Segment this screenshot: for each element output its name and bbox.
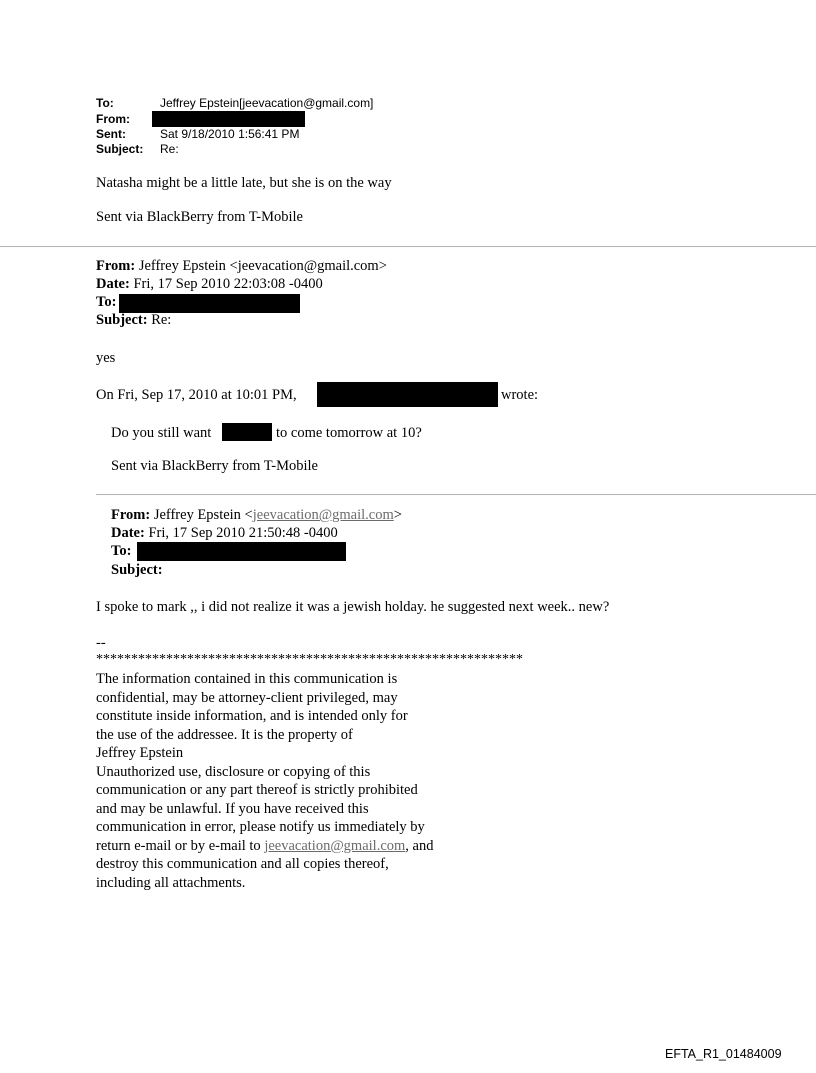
subject-value: Re: [147,312,172,328]
message-body: yes [96,350,116,366]
email-link[interactable]: jeevacation@gmail.com [264,837,406,854]
email-link[interactable]: jeevacation@gmail.com [252,507,394,523]
to-line [96,294,116,310]
from-value: Jeffrey Epstein <jeevacation@gmail.com> [135,258,387,274]
disclaimer-line: and may be unlawful. If you have received this [96,800,369,817]
to-label: To: [111,543,132,559]
disclaimer-line [96,838,433,854]
to-line [111,543,131,559]
subject-value: Re: [160,142,179,156]
asterisk-separator: ************************************************************* [96,652,523,667]
date-value: Fri, 17 Sep 2010 22:03:08 -0400 [129,276,323,292]
redaction-box [222,423,272,441]
subject-line [111,562,163,578]
disclaimer-line: including all attachments. [96,874,246,891]
from-label: From: [111,507,151,523]
quote-attribution-prefix: On Fri, Sep 17, 2010 at 10:01 PM, [96,387,297,403]
quoted-signature: Sent via BlackBerry from T-Mobile [111,458,318,474]
subject-label: Subject: [96,312,148,328]
subject-label: Subject: [96,142,144,156]
quoted-text-end: to come tomorrow at 10? [276,425,422,441]
date-label: Date: [111,525,145,541]
disclaimer-line: Unauthorized use, disclosure or copying of this [96,763,371,780]
message-body: I spoke to mark ,, i did not realize it was a jewish holday. he suggested next week.. new? [96,599,610,615]
disclaimer-line-suffix: , and [405,837,434,854]
message-signature: Sent via BlackBerry from T-Mobile [96,209,303,225]
from-label: From: [96,112,130,126]
from-prefix: Jeffrey Epstein < [150,507,253,523]
disclaimer-line: Jeffrey Epstein [96,745,184,761]
from-label: From: [96,258,136,274]
sent-label: Sent: [96,127,126,141]
redaction-box [119,294,300,313]
disclaimer-line: destroy this communication and all copies thereof, [96,856,389,872]
date-line [96,276,323,292]
disclaimer-line: constitute inside information, and is intended only for [96,708,408,724]
subject-line [96,312,171,328]
disclaimer-line-prefix: return e-mail or by e-mail to [96,837,265,854]
redaction-box [137,542,346,561]
from-suffix: > [393,507,402,523]
from-line [111,507,402,523]
signature-dash: -- [96,635,106,651]
disclaimer-line: confidential, may be attorney-client privileged, may [96,689,398,706]
disclaimer-line: The information contained in this communication is [96,671,398,687]
from-line [96,258,387,274]
quoted-text-start: Do you still want [111,425,212,441]
to-label: To: [96,294,117,310]
to-label: To: [96,96,114,110]
disclaimer-line: the use of the addressee. It is the property of [96,726,353,743]
document-id: EFTA_R1_01484009 [665,1047,782,1061]
redaction-box [317,382,498,407]
date-label: Date: [96,276,130,292]
subject-label: Subject: [111,562,163,578]
divider [0,246,816,247]
quote-attribution-suffix: wrote: [501,387,539,403]
disclaimer-line: communication in error, please notify us immediately by [96,819,425,835]
date-line [111,525,338,541]
to-value: Jeffrey Epstein[jeevacation@gmail.com] [160,96,374,110]
divider [96,494,816,495]
sent-value: Sat 9/18/2010 1:56:41 PM [160,127,300,141]
message-body: Natasha might be a little late, but she is on the way [96,175,392,191]
redaction-box [152,111,305,127]
disclaimer-line: communication or any part thereof is strictly prohibited [96,782,418,798]
date-value: Fri, 17 Sep 2010 21:50:48 -0400 [144,525,338,541]
